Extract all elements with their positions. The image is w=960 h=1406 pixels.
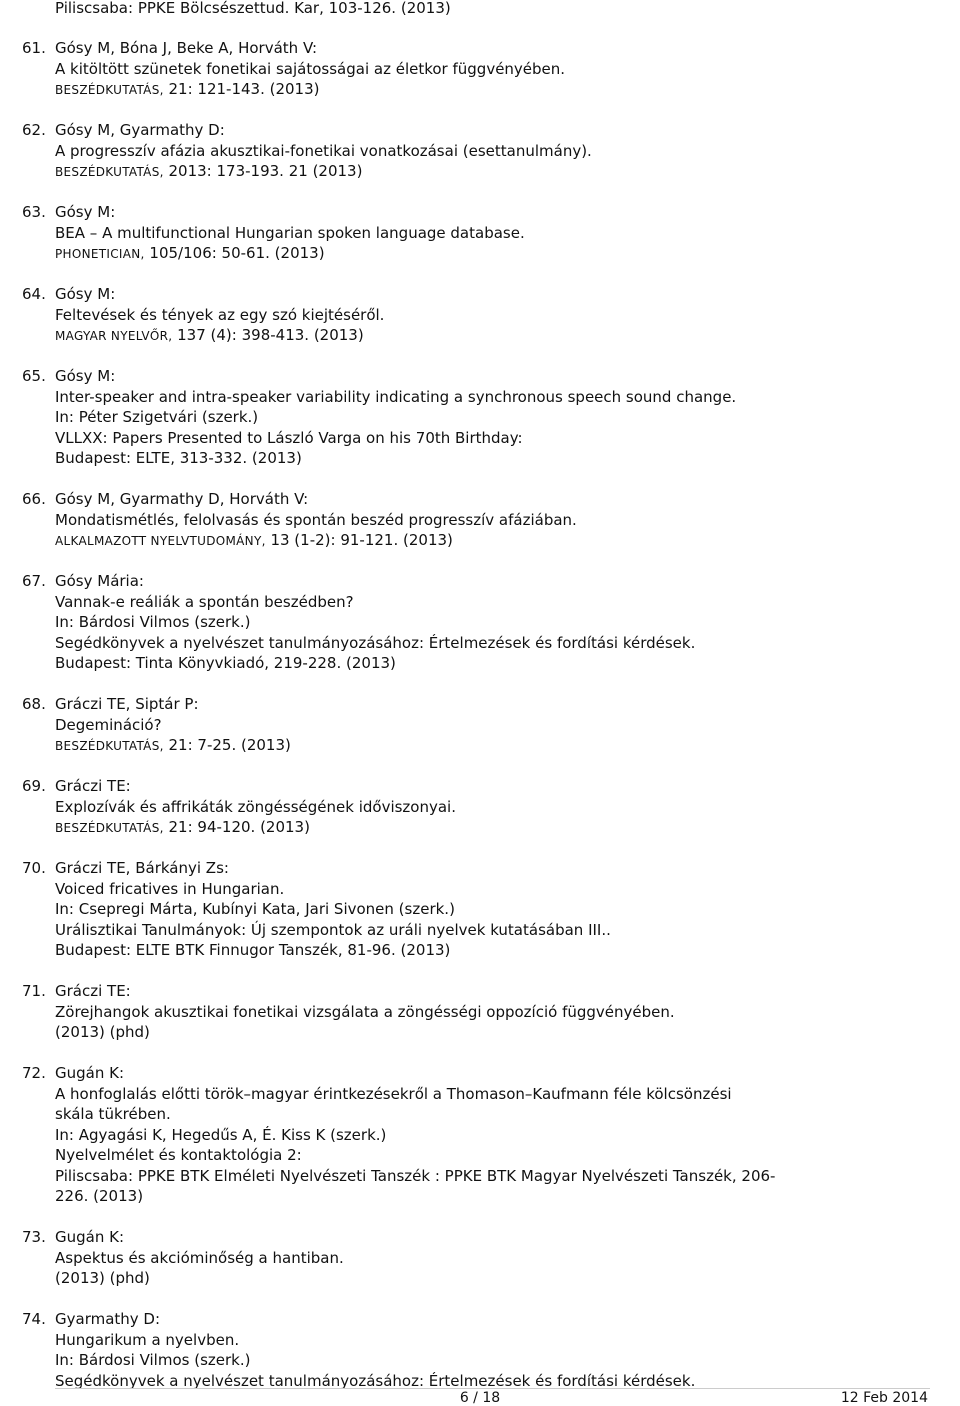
- entry-authors: Gráczi TE:: [55, 777, 131, 795]
- citation-details: 13 (1-2): 91-121. (2013): [265, 531, 453, 549]
- entry-line: Segédkönyvek a nyelvészet tanulmányozásához: Értelmezések és fordítási kérdések.: [55, 633, 696, 652]
- bibliography-entry: [22, 1309, 925, 1391]
- journal-name: ALKALMAZOTT NYELVTUDOMÁNY,: [55, 534, 266, 548]
- entry-authors: Gráczi TE, Siptár P:: [55, 695, 199, 713]
- entry-line: In: Péter Szigetvári (szerk.): [55, 408, 259, 426]
- entry-source: [55, 243, 925, 265]
- bibliography-entry: [22, 1227, 925, 1289]
- bibliography-entry: [22, 489, 925, 552]
- entry-line: Explozívák és affrikáták zöngésségének időviszonyai.: [55, 797, 456, 816]
- entry-line: A honfoglalás előtti török–magyar érintkezésekről a Thomason–Kaufmann féle kölcsönzési: [55, 1084, 732, 1103]
- citation-details: 2013: 173-193. 21 (2013): [163, 162, 363, 180]
- entry-line: VLLXX: Papers Presented to László Varga on his 70th Birthday:: [55, 428, 523, 447]
- entry-number: 74.: [22, 1310, 46, 1328]
- entry-number: 65.: [22, 367, 46, 385]
- entry-number: 70.: [22, 859, 46, 877]
- entry-source: [55, 735, 925, 757]
- entry-authors: Gósy Mária:: [55, 572, 144, 590]
- entry-number: 72.: [22, 1064, 46, 1082]
- entry-authors: Gósy M, Gyarmathy D, Horváth V:: [55, 490, 309, 508]
- entry-line: Nyelvelmélet és kontaktológia 2:: [55, 1146, 302, 1164]
- citation-details: 105/106: 50-61. (2013): [144, 244, 325, 262]
- entry-number: 62.: [22, 121, 46, 139]
- footer-date: 12 Feb 2014: [840, 1390, 928, 1406]
- entry-line: In: Bárdosi Vilmos (szerk.): [55, 613, 251, 631]
- footer-divider: [55, 1388, 930, 1389]
- journal-name: BESZÉDKUTATÁS,: [55, 821, 164, 835]
- entry-line: A kitöltött szünetek fonetikai sajátosságai az életkor függvényében.: [55, 59, 566, 78]
- entry-number: 64.: [22, 285, 46, 303]
- entry-line: Feltevések és tények az egy szó kiejtéséről.: [55, 305, 385, 324]
- journal-name: PHONETICIAN,: [55, 247, 145, 261]
- bibliography-entry: [22, 858, 925, 961]
- bibliography-entry: [22, 1063, 925, 1207]
- entry-line: Zörejhangok akusztikai fonetikai vizsgálata a zöngésségi oppozíció függvényében.: [55, 1002, 675, 1021]
- continued-citation: Piliscsaba: PPKE Bölcsészettud. Kar, 103-126. (2013): [55, 0, 451, 17]
- page-number: 6 / 18: [459, 1390, 501, 1406]
- entry-number: 63.: [22, 203, 46, 221]
- bibliography-entry: [22, 694, 925, 757]
- entry-number: 73.: [22, 1228, 46, 1246]
- entry-number: 71.: [22, 982, 46, 1000]
- entry-line: Hungarikum a nyelvben.: [55, 1330, 240, 1349]
- entry-line: In: Csepregi Márta, Kubínyi Kata, Jari Sivonen (szerk.): [55, 900, 455, 918]
- entry-line: Budapest: ELTE BTK Finnugor Tanszék, 81-96. (2013): [55, 941, 451, 959]
- entry-line: Segédkönyvek a nyelvészet tanulmányozásához: Értelmezések és fordítási kérdések.: [55, 1371, 696, 1390]
- entry-line: 226. (2013): [55, 1187, 144, 1205]
- entry-line: Voiced fricatives in Hungarian.: [55, 879, 285, 898]
- entry-authors: Gugán K:: [55, 1064, 125, 1082]
- bibliography-entry: [22, 776, 925, 839]
- entry-line: (2013) (phd): [55, 1023, 150, 1041]
- bibliography-entry: [22, 120, 925, 183]
- entry-line: In: Agyagási K, Hegedűs A, É. Kiss K (szerk.): [55, 1125, 387, 1144]
- entry-line: Vannak-e reáliák a spontán beszédben?: [55, 592, 354, 611]
- entry-source: [55, 161, 925, 183]
- entry-number: 68.: [22, 695, 46, 713]
- citation-details: 21: 121-143. (2013): [163, 80, 320, 98]
- citation-details: 21: 94-120. (2013): [163, 818, 310, 836]
- entry-line: Aspektus és akcióminőség a hantiban.: [55, 1248, 344, 1267]
- entry-line: Mondatismétlés, felolvasás és spontán beszéd progresszív afáziában.: [55, 510, 577, 529]
- journal-name: MAGYAR NYELVŐR,: [55, 329, 173, 343]
- entry-line: Budapest: Tinta Könyvkiadó, 219-228. (2013): [55, 654, 396, 672]
- entry-source: [55, 817, 925, 839]
- entry-line: A progresszív afázia akusztikai-fonetikai vonatkozásai (esettanulmány).: [55, 141, 592, 160]
- entry-authors: Gugán K:: [55, 1228, 125, 1246]
- bibliography-entry: [22, 284, 925, 347]
- entry-line: Inter-speaker and intra-speaker variability indicating a synchronous speech sound change.: [55, 387, 737, 406]
- entry-authors: Gráczi TE:: [55, 982, 131, 1000]
- bibliography-entry: [22, 981, 925, 1043]
- entry-line: BEA – A multifunctional Hungarian spoken language database.: [55, 223, 525, 242]
- entry-line: Degemináció?: [55, 715, 162, 734]
- entry-authors: Gósy M, Bóna J, Beke A, Horváth V:: [55, 39, 318, 57]
- entry-line: skála tükrében.: [55, 1105, 171, 1123]
- bibliography-entry: [22, 38, 925, 101]
- entry-authors: Gósy M:: [55, 285, 116, 303]
- entry-source: [55, 530, 925, 552]
- entry-line: Urálisztikai Tanulmányok: Új szempontok az uráli nyelvek kutatásában III..: [55, 920, 611, 939]
- entry-source: [55, 79, 925, 101]
- entry-line: Budapest: ELTE, 313-332. (2013): [55, 449, 302, 467]
- entry-authors: Gósy M:: [55, 203, 116, 221]
- entry-line: In: Bárdosi Vilmos (szerk.): [55, 1351, 251, 1369]
- entry-line: (2013) (phd): [55, 1269, 150, 1287]
- journal-name: BESZÉDKUTATÁS,: [55, 739, 164, 753]
- bibliography-entry: [22, 366, 925, 469]
- entry-line: Piliscsaba: PPKE BTK Elméleti Nyelvészeti Tanszék : PPKE BTK Magyar Nyelvészeti Tanszék, 206-: [55, 1166, 776, 1185]
- entry-source: [55, 325, 925, 347]
- citation-details: 21: 7-25. (2013): [163, 736, 291, 754]
- journal-name: BESZÉDKUTATÁS,: [55, 165, 164, 179]
- entry-number: 67.: [22, 572, 46, 590]
- entry-authors: Gyarmathy D:: [55, 1310, 161, 1328]
- bibliography-entry: [22, 202, 925, 265]
- entry-number: 69.: [22, 777, 46, 795]
- bibliography-entry: [22, 571, 925, 674]
- entry-authors: Gósy M, Gyarmathy D:: [55, 121, 225, 139]
- entry-authors: Gósy M:: [55, 367, 116, 385]
- entry-number: 61.: [22, 39, 46, 57]
- citation-details: 137 (4): 398-413. (2013): [172, 326, 364, 344]
- entry-number: 66.: [22, 490, 46, 508]
- journal-name: BESZÉDKUTATÁS,: [55, 83, 164, 97]
- entry-authors: Gráczi TE, Bárkányi Zs:: [55, 859, 229, 877]
